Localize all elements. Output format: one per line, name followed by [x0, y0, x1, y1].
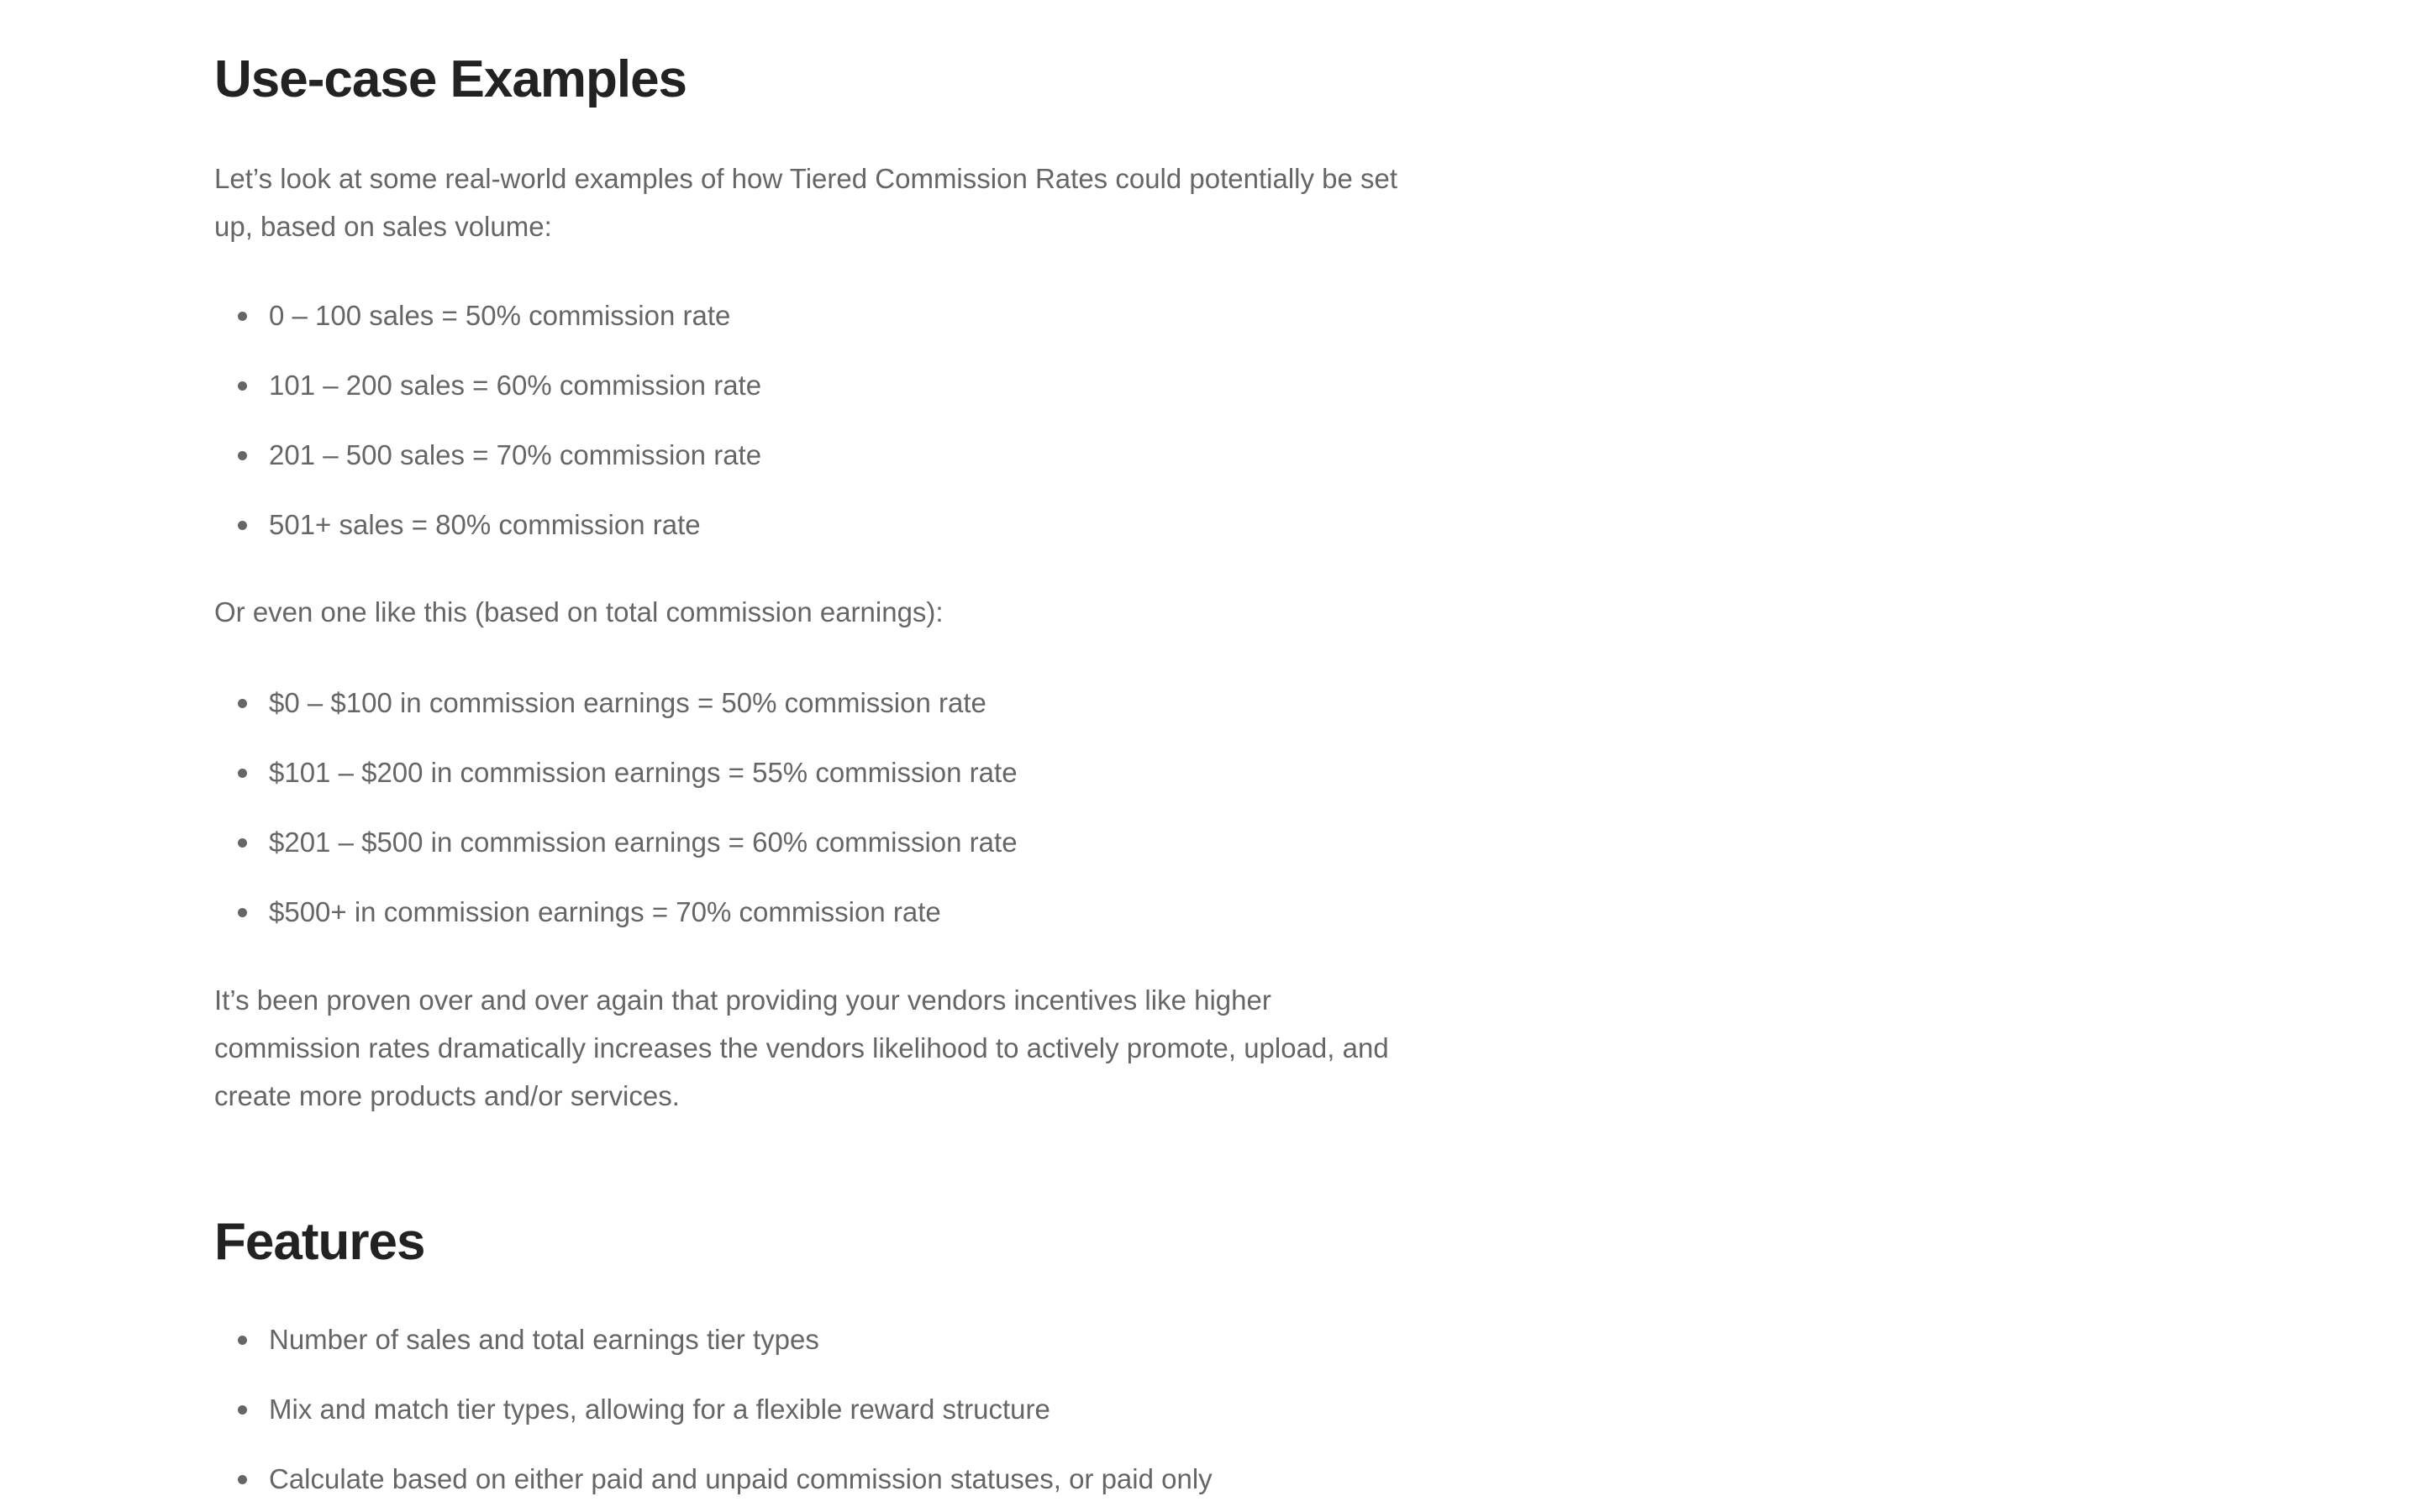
bullet-icon: [238, 838, 247, 848]
list-item: [214, 679, 1018, 727]
bullet-icon: [238, 908, 247, 917]
list-item: [214, 888, 1018, 936]
earnings-intro-paragraph: [214, 588, 944, 636]
text-line: commission rates dramatically increases the vendors likelihood to actively promote, upload, and: [214, 1032, 1389, 1063]
sales-tier-list: [214, 291, 761, 549]
text-line: Let’s look at some real-world examples of how Tiered Commission Rates could potentially be set: [214, 163, 1398, 194]
list-item-text: 501+ sales = 80% commission rate: [269, 509, 701, 540]
text-line: up, based on sales volume:: [214, 211, 552, 242]
list-item-text: Calculate based on either paid and unpaid commission statuses, or paid only: [269, 1463, 1213, 1494]
list-item-text: $101 – $200 in commission earnings = 55% commission rate: [269, 757, 1018, 788]
use-case-heading: Use-case Examples: [214, 50, 687, 108]
list-item-text: Number of sales and total earnings tier types: [269, 1324, 819, 1355]
list-item: [214, 501, 761, 549]
conclusion-paragraph: [214, 976, 1389, 1120]
list-item: [214, 1455, 1213, 1503]
list-item: [214, 361, 761, 409]
bullet-icon: [238, 769, 247, 778]
features-heading: Features: [214, 1213, 425, 1271]
features-list: [214, 1315, 1213, 1503]
bullet-icon: [238, 312, 247, 321]
bullet-icon: [238, 1405, 247, 1415]
bullet-icon: [238, 699, 247, 708]
intro-paragraph: [214, 155, 1397, 250]
earnings-tier-list: [214, 679, 1018, 936]
list-item: [214, 291, 761, 339]
text-line: create more products and/or services.: [214, 1080, 680, 1111]
list-item: [214, 1315, 1213, 1363]
list-item-text: $500+ in commission earnings = 70% commission rate: [269, 896, 941, 927]
list-item: [214, 748, 1018, 796]
list-item: [214, 818, 1018, 866]
bullet-icon: [238, 451, 247, 460]
list-item-text: 201 – 500 sales = 70% commission rate: [269, 439, 762, 470]
list-item: [214, 1385, 1213, 1433]
text-line: It’s been proven over and over again that providing your vendors incentives like higher: [214, 984, 1271, 1016]
list-item-text: $201 – $500 in commission earnings = 60% commission rate: [269, 827, 1018, 858]
text-line: Or even one like this (based on total commission earnings):: [214, 596, 944, 627]
list-item-text: $0 – $100 in commission earnings = 50% commission rate: [269, 687, 986, 718]
bullet-icon: [238, 521, 247, 530]
bullet-icon: [238, 1336, 247, 1345]
list-item-text: 0 – 100 sales = 50% commission rate: [269, 300, 731, 331]
list-item-text: 101 – 200 sales = 60% commission rate: [269, 370, 762, 401]
list-item: [214, 431, 761, 479]
bullet-icon: [238, 1475, 247, 1484]
bullet-icon: [238, 381, 247, 391]
list-item-text: Mix and match tier types, allowing for a flexible reward structure: [269, 1394, 1050, 1425]
